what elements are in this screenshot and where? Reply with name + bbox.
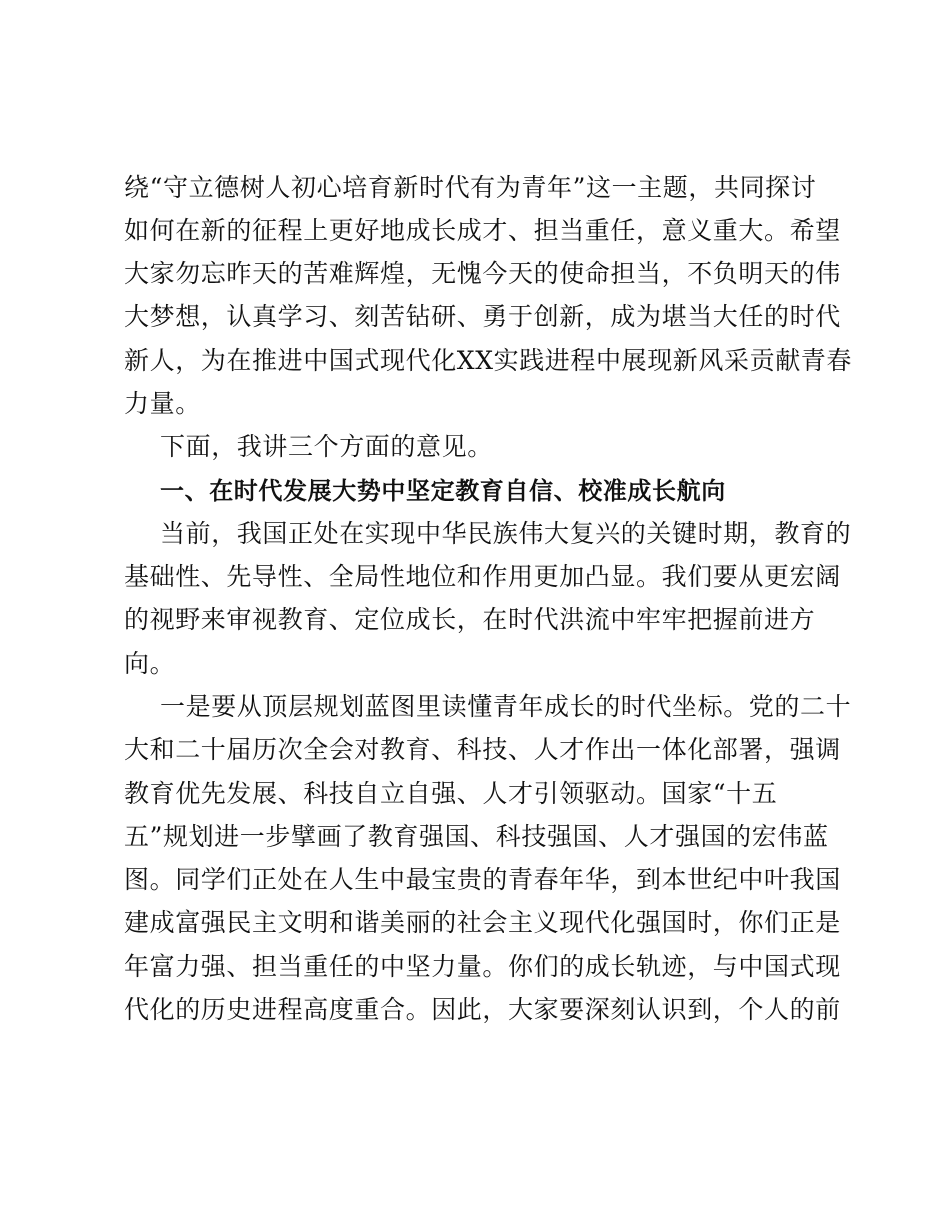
paragraph-line: 大梦想，认真学习、刻苦钻研、勇于创新，成为堪当大任的时代 xyxy=(124,302,841,331)
paragraph-line: 建成富强民主文明和谐美丽的社会主义现代化强国时，你们正是 xyxy=(124,908,841,937)
paragraph-line: 年富力强、担当重任的中坚力量。你们的成长轨迹，与中国式现 xyxy=(124,952,841,981)
paragraph-line: 绕“守立德树人初心培育新时代有为青年”这一主题，共同探讨 xyxy=(124,173,817,202)
paragraph-line: 下面，我讲三个方面的意见。 xyxy=(160,432,493,461)
paragraph-line: 一是要从顶层规划蓝图里读懂青年成长的时代坐标。党的二十 xyxy=(160,692,852,721)
paragraph-line: 的视野来审视教育、定位成长，在时代洪流中牢牢把握前进方 xyxy=(124,605,816,634)
paragraph-line: 当前，我国正处在实现中华民族伟大复兴的关键时期，教育的 xyxy=(160,519,852,548)
paragraph-line: 大家勿忘昨天的苦难辉煌，无愧今天的使命担当，不负明天的伟 xyxy=(124,259,841,288)
paragraph-line: 如何在新的征程上更好地成长成才、担当重任，意义重大。希望 xyxy=(124,216,841,245)
paragraph-line: 向。 xyxy=(124,649,176,678)
paragraph-line: 新人，为在推进中国式现代化XX实践进程中展现新风采贡献青春 xyxy=(124,346,852,375)
paragraph-line: 代化的历史进程高度重合。因此，大家要深刻认识到，个人的前 xyxy=(124,995,841,1024)
paragraph-line: 教育优先发展、科技自立自强、人才引领驱动。国家“十五 xyxy=(124,779,778,808)
paragraph-line: 大和二十届历次全会对教育、科技、人才作出一体化部署，强调 xyxy=(124,735,841,764)
paragraph-line: 五”规划进一步擘画了教育强国、科技强国、人才强国的宏伟蓝 xyxy=(124,822,829,851)
paragraph-line: 图。同学们正处在人生中最宝贵的青春年华，到本世纪中叶我国 xyxy=(124,865,841,894)
section-heading: 一、在时代发展大势中坚定教育自信、校准成长航向 xyxy=(160,477,726,505)
paragraph-line: 基础性、先导性、全局性地位和作用更加凸显。我们要从更宏阔 xyxy=(124,562,841,591)
paragraph-line: 力量。 xyxy=(124,389,201,418)
